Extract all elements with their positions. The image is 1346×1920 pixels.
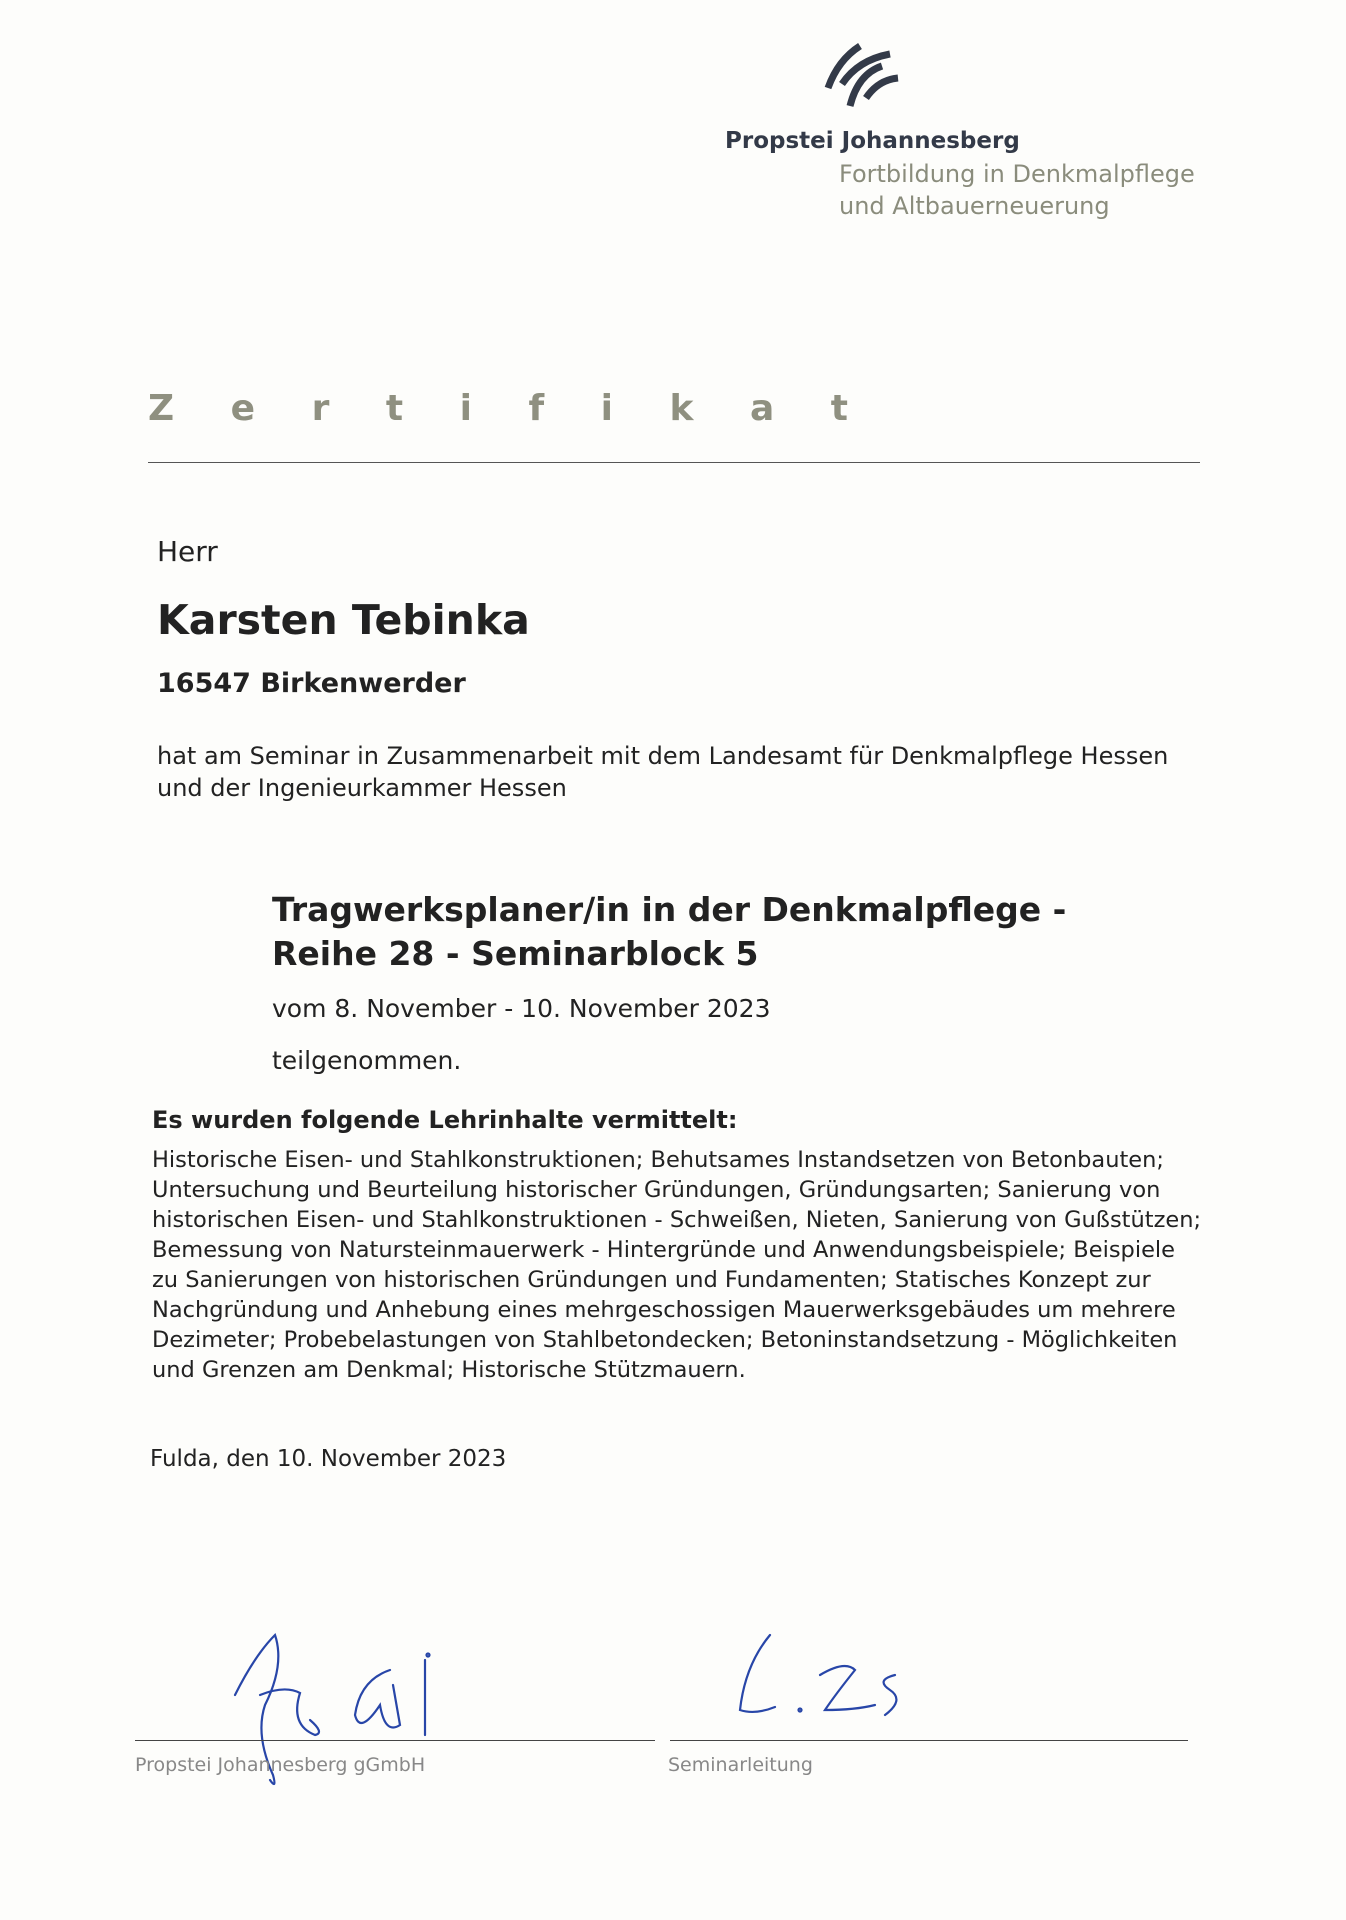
signature-line-1 [135,1740,655,1741]
title-letter: k [669,388,694,429]
title-letter: e [230,388,256,429]
seminar-dates: vom 8. November - 10. November 2023 [272,994,771,1023]
recipient-city: 16547 Birkenwerder [157,668,466,699]
topics-text: Historische Eisen- und Stahlkonstruktionen; Behutsames Instandsetzen von Betonbauten; Untersuchung und Beurteilung historischer Gründungen, Gründungsarten; Sanierung von historischen Eisen- und Stahlkonstruktionen - Schweißen, Nieten, Sanierung von Gußstützen; Bemessung von Natursteinmauerwerk - Hintergründe und Anwendungsbeispiele; Beispiele zu Sanierungen von historischen Gründungen und Fundamenten; Statisches Konzept zur Nachgründung und Anhebung eines mehrgeschossigen Mauerwerksgebäudes um mehrere Dezimeter; Probebelastungen von Stahlbetondecken; Betoninstandsetzung - Möglichkeiten und Grenzen am Denkmal; Historische Stützmauern. [152,1147,1202,1383]
recipient-name: Karsten Tebinka [157,596,530,644]
arcs-logo-icon [820,38,930,108]
org-name: Propstei Johannesberg [725,128,1020,154]
title-letter: t [385,388,404,429]
title-letter: i [600,388,613,429]
participated-text: teilgenommen. [272,1046,462,1075]
signature-line-2 [670,1740,1188,1741]
signature2-label: Seminarleitung [668,1754,813,1776]
title-letter: i [459,388,472,429]
title-letter: Z [148,388,175,429]
seminar-title-line1: Tragwerksplaner/in in der Denkmalpflege - [272,890,1067,929]
salutation: Herr [157,535,218,568]
signature1-label: Propstei Johannesberg gGmbH [135,1754,426,1776]
org-subtitle-line2: und Altbauerneuerung [839,192,1110,220]
title-divider [148,462,1200,463]
signature-2 [725,1625,945,1745]
title-letter: f [528,388,545,429]
certificate-title [148,388,848,429]
place-date: Fulda, den 10. November 2023 [150,1446,507,1472]
intro-line1: hat am Seminar in Zusammenarbeit mit dem Landesamt für Denkmalpflege Hessen [157,742,1169,770]
seminar-title-line2: Reihe 28 - Seminarblock 5 [272,934,759,973]
title-letter: t [830,388,848,429]
org-subtitle-line1: Fortbildung in Denkmalpflege [839,160,1195,188]
title-letter: a [749,388,775,429]
intro-line2: und der Ingenieurkammer Hessen [157,774,567,802]
topics-heading: Es wurden folgende Lehrinhalte vermittelt: [152,1106,738,1134]
title-letter: r [311,388,330,429]
